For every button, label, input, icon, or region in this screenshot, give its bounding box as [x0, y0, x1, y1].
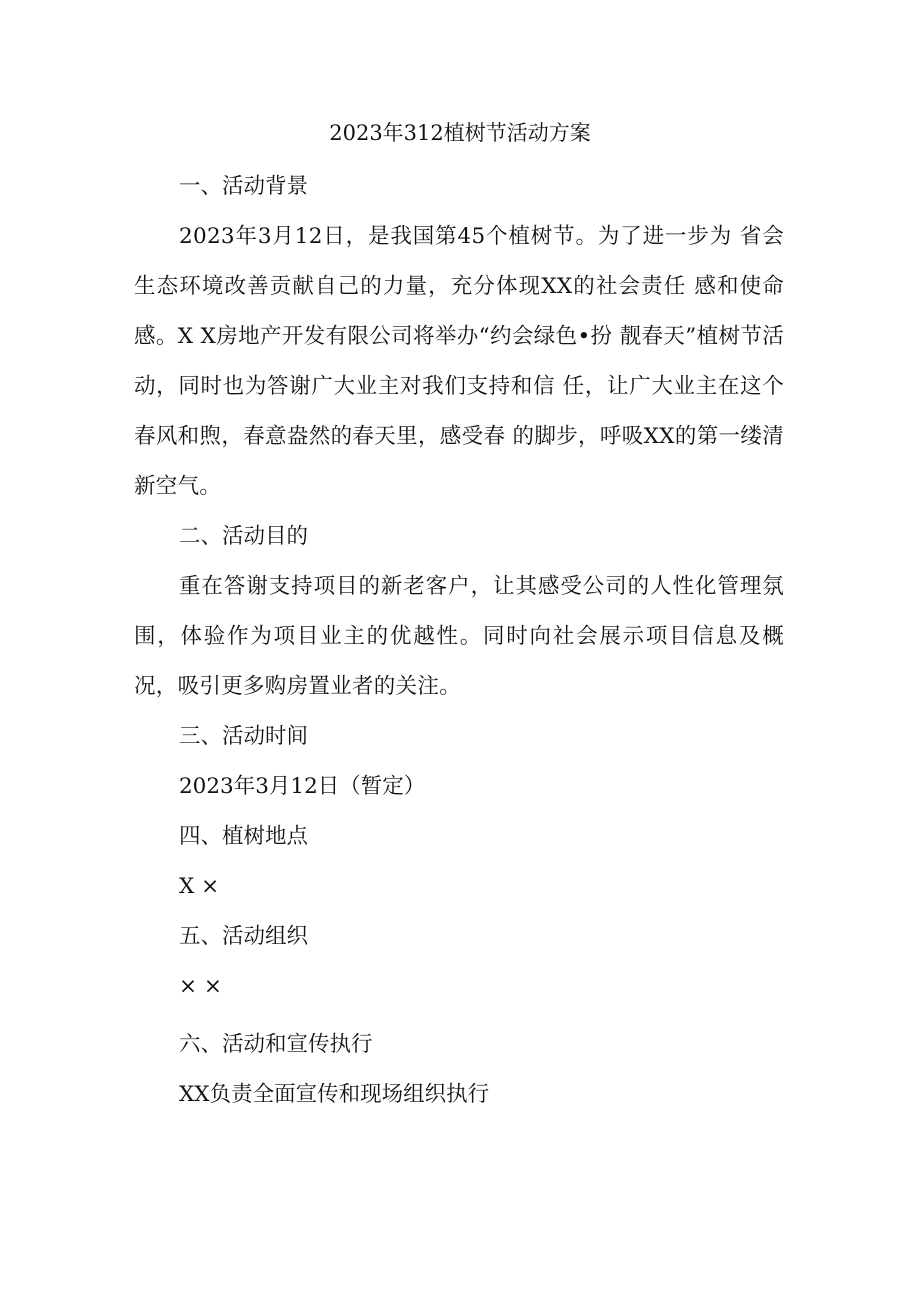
section-body-time: 2023年3月12日（暂定）	[179, 774, 426, 799]
section-body-background: 2023年3月12日，是我国第45个植树节。为了进一步为 省会生态环境改善贡献自己的力量，充分体现XX的社会责任 感和使命感。X X房地产开发有限公司将举办“约会绿色•扮 靓春天”植树节活动，同时也为答谢广大业主对我们支持和信 任，让广大业主在这个春风和煦，春意盎然的春天里，感受春 的脚步，呼吸XX的第一缕清新空气。	[134, 224, 784, 499]
section-heading-execution: 六、活动和宣传执行	[179, 1032, 373, 1057]
section-heading-background: 一、活动背景	[179, 174, 309, 199]
section-body-location: X ×	[179, 874, 220, 899]
section-heading-location: 四、植树地点	[179, 824, 309, 849]
document-title: 2023年312植树节活动方案	[329, 121, 591, 145]
section-body-execution: XX负责全面宣传和现场组织执行	[179, 1082, 490, 1107]
section-heading-time: 三、活动时间	[179, 724, 309, 749]
section-heading-organization: 五、活动组织	[179, 924, 309, 949]
document-body	[134, 172, 784, 1130]
section-body-organization: × ×	[179, 974, 222, 999]
section-heading-purpose: 二、活动目的	[179, 524, 309, 549]
section-body-purpose: 重在答谢支持项目的新老客户，让其感受公司的人性化管理氛围，体验作为项目业主的优越性。同时向社会展示项目信息及概况，吸引更多购房置业者的关注。	[134, 574, 784, 699]
